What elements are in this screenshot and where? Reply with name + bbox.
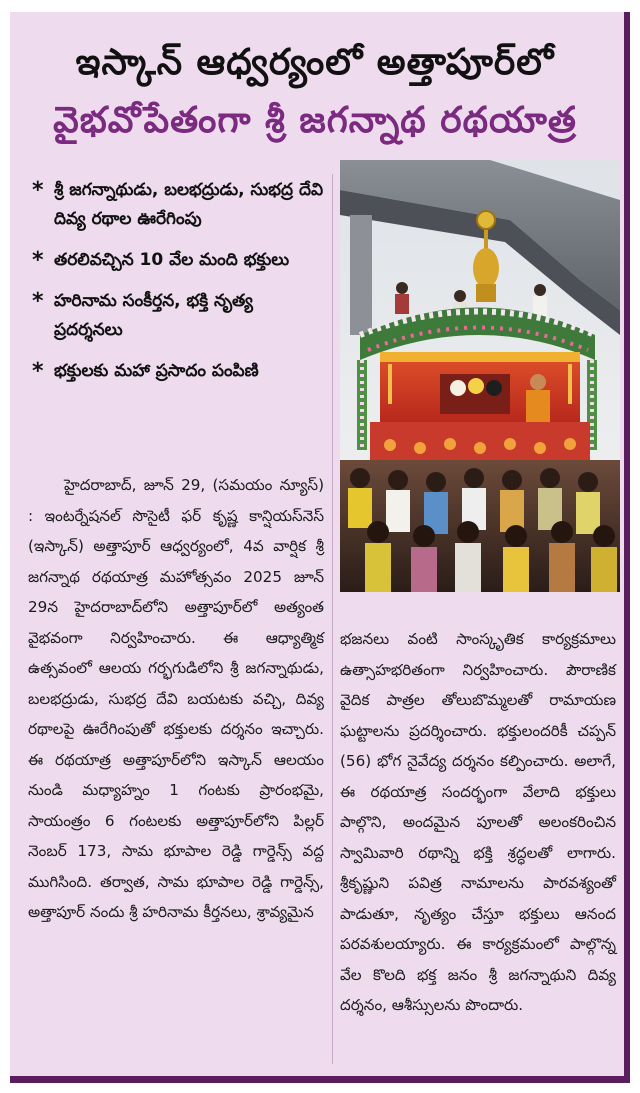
highlight-item [28,357,326,386]
highlight-text: భక్తులకు మహా ప్రసాదం పంపిణి [54,361,259,381]
headline-line-2: వైభవోపేతంగా శ్రీ జగన్నాథ రథయాత్ర [53,100,577,141]
bullet-star-icon: * [32,289,44,314]
news-clipping [10,12,630,1078]
highlight-item [28,246,326,275]
highlight-item [28,176,326,234]
rathayatra-photo [340,160,620,592]
headline-line-1: ఇస్కాన్ ఆధ్వర్యంలో అత్తాపూర్‌లో [75,42,555,83]
bottom-rule [10,1076,630,1083]
bullet-star-icon: * [32,359,44,384]
bullet-star-icon: * [32,178,44,203]
highlight-item [28,287,326,345]
highlight-text: హరినామ సంకీర్తన, భక్తి నృత్య ప్రదర్శనలు [54,291,253,340]
highlight-text: తరలివచ్చిన 10 వేల మంది భక్తులు [54,250,290,270]
highlight-text: శ్రీ జగన్నాథుడు, బలభద్రుడు, సుభద్ర దేవి దివ్య రథాల ఊరేగింపు [54,180,324,229]
column-divider [332,174,333,1064]
bullet-star-icon: * [32,248,44,273]
highlights-list [28,176,326,398]
rathayatra-photo-illustration [340,160,620,592]
article-column-left: హైదరాబాద్, జూన్ 29, (సమయం న్యూస్) : ఇంటర్నేషనల్ సొసైటీ ఫర్ కృష్ణ కాన్షియస్‌నెస్ (ఇస్కాన్) అత్తాపూర్ ఆధ్వర్యంలో, 4వ వార్షిక శ్రీ జగన్నాథ రథయాత్ర మహోత్సవం 2025 జూన్ 29న హైదరాబాద్‌లోని అత్తాపూర్‌లో అత్యంత వైభవంగా నిర్వహించారు. ఈ ఆధ్యాత్మిక ఉత్సవంలో ఆలయ గర్భగుడిలోని శ్రీ జగన్నాథుడు, బలభద్రుడు, సుభద్ర దేవి బయటకు వచ్చి, దివ్య రథాలపై ఊరేగింపుతో భక్తులకు దర్శనం ఇచ్చారు. ఈ రథయాత్ర అత్తాపూర్‌లోని ఇస్కాన్ ఆలయం నుండి మధ్యాహ్నం 1 గంటకు ప్రారంభమై, సాయంత్రం 6 గంటలకు అత్తాపూర్‌లోని పిల్లర్ నెంబర్ 173, సామ భూపాల రెడ్డి గార్డెన్స్ వద్ద ముగిసింది. తర్వాత, సామ భూపాల రెడ్డి గార్డెన్స్, అత్తాపూర్ నందు శ్రీ హరినామ కీర్తనలు, శ్రావ్యమైన [28,476,324,921]
article-column-right: భజనలు వంటి సాంస్కృతిక కార్యక్రమాలు ఉత్సాహభరితంగా నిర్వహించారు. పౌరాణిక వైదిక పాత్రల తోలుబొమ్మలతో రామాయణ ఘట్టాలను ప్రదర్శించారు. భక్తులందరికీ చప్పన్ (56) భోగ నైవేద్య దర్శనం కల్పించారు. అలాగే, ఈ రథయాత్ర సందర్భంగా వేలాది భక్తులు పాల్గొని, అందమైన పూలతో అలంకరించిన స్వామివారి రథాన్ని భక్తి శ్రద్ధలతో లాగారు. శ్రీకృష్ణుని పవిత్ర నామాలను పారవశ్యంతో పాడుతూ, నృత్యం చేస్తూ భక్తులు ఆనంద పరవశులయ్యారు. ఈ కార్యక్రమంలో పాల్గొన్న వేల కొలది భక్త జనం శ్రీ జగన్నాథుని దివ్య దర్శనం, ఆశీస్సులను పొందారు. [340,630,616,1014]
